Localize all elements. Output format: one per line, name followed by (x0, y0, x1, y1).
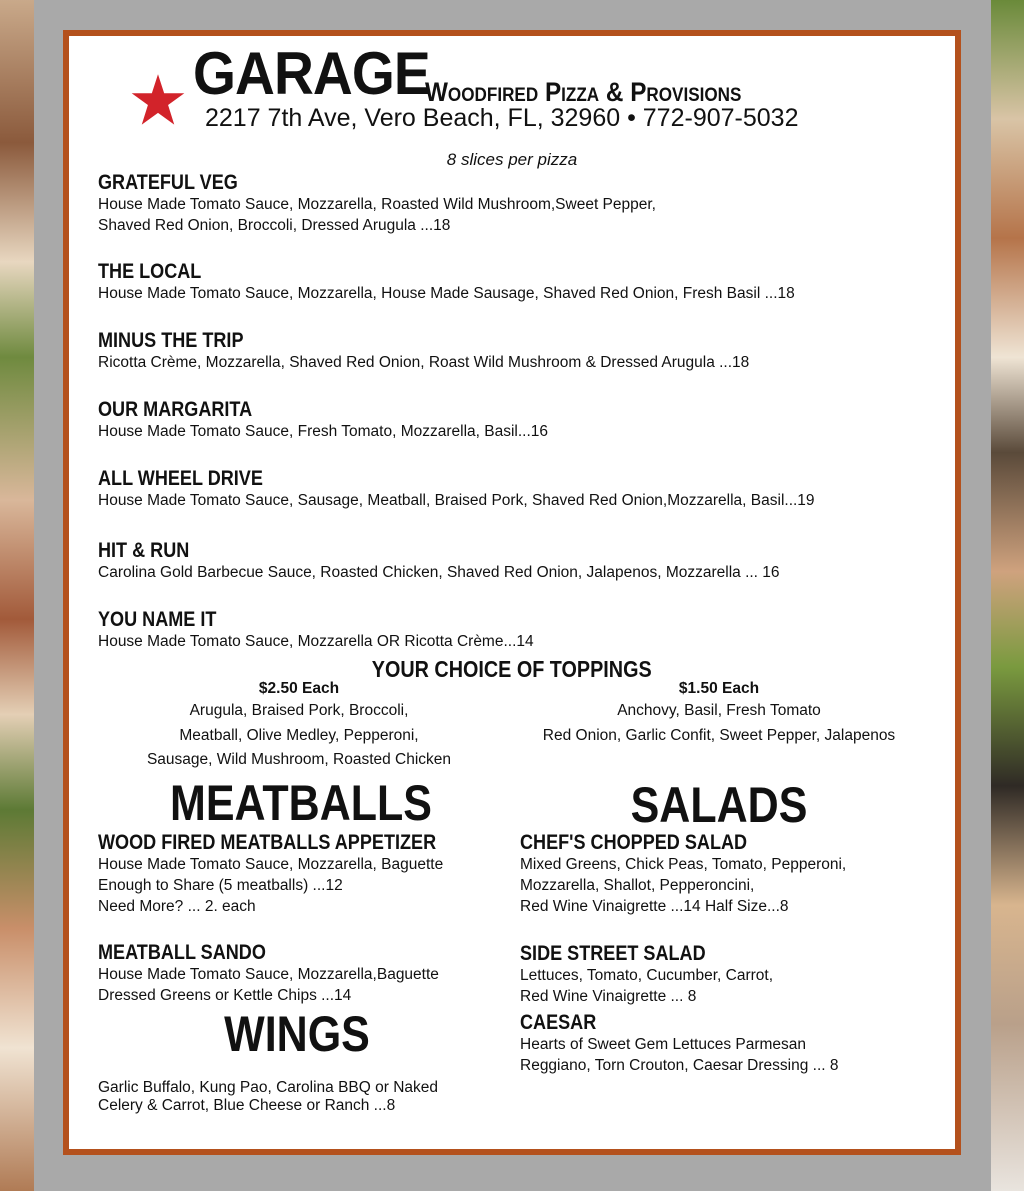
pizza-description (98, 352, 749, 373)
topping-line: Arugula, Braised Pork, Broccoli, (189, 702, 409, 719)
description-line: House Made Tomato Sauce, Mozzarella, Baguette (98, 856, 444, 873)
description-line: Mozzarella, Shallot, Pepperoncini, (520, 877, 755, 894)
description-line: House Made Tomato Sauce, Sausage, Meatball, Braised Pork, Shaved Red Onion,Mozzarella, Basil...19 (98, 492, 815, 509)
description-line: Dressed Greens or Kettle Chips ...14 (98, 987, 352, 1004)
meatball-item-description (98, 964, 439, 1006)
standard-toppings (519, 680, 919, 748)
description-line: House Made Tomato Sauce, Mozzarella, Roasted Wild Mushroom,Sweet Pepper, (98, 196, 656, 213)
pizza-photo-left-edge (0, 0, 34, 1191)
description-line: Hearts of Sweet Gem Lettuces Parmesan (520, 1036, 807, 1053)
topping-list (109, 699, 489, 773)
pizza-description (98, 631, 534, 652)
description-line: Reggiano, Torn Crouton, Caesar Dressing ... 8 (520, 1057, 839, 1074)
menu-frame (63, 30, 961, 1155)
pizza-name: GRATEFUL VEG (98, 171, 238, 194)
meatball-item-name: MEATBALL SANDO (98, 941, 266, 964)
salad-name: CAESAR (520, 1011, 597, 1034)
description-line: House Made Tomato Sauce, Mozzarella,Baguette (98, 966, 439, 983)
description-line: Enough to Share (5 meatballs) ...12 (98, 877, 343, 894)
description-line: Lettuces, Tomato, Cucumber, Carrot, (520, 967, 773, 984)
description-line: Red Wine Vinaigrette ... 8 (520, 988, 697, 1005)
pizza-description (98, 421, 548, 442)
wings-title: WINGS (224, 1006, 370, 1062)
description-line: Carolina Gold Barbecue Sauce, Roasted Chicken, Shaved Red Onion, Jalapenos, Mozzarella ... 16 (98, 564, 780, 581)
topping-line: Anchovy, Basil, Fresh Tomato (617, 702, 821, 719)
pizza-name: YOU NAME IT (98, 608, 217, 631)
topping-line: Sausage, Wild Mushroom, Roasted Chicken (146, 751, 452, 768)
topping-list (519, 699, 919, 748)
salad-description (520, 965, 773, 1007)
description-line: Ricotta Crème, Mozzarella, Shaved Red Onion, Roast Wild Mushroom & Dressed Arugula ...18 (98, 354, 750, 371)
topping-price: $2.50 Each (258, 680, 340, 697)
menu-card (69, 36, 955, 1149)
description-line: Celery & Carrot, Blue Cheese or Ranch ...8 (98, 1097, 396, 1114)
wings-description (98, 1079, 438, 1115)
salad-description (520, 854, 846, 917)
pizza-description (98, 562, 780, 583)
pizza-name: HIT & RUN (98, 539, 190, 562)
salad-description (520, 1034, 839, 1076)
toppings-title (69, 658, 955, 681)
pizza-name: ALL WHEEL DRIVE (98, 467, 263, 490)
description-line: Shaved Red Onion, Broccoli, Dressed Arugula ...18 (98, 217, 451, 234)
star-icon (130, 72, 186, 128)
restaurant-address: 2217 7th Ave, Vero Beach, FL, 32960 • 772-907-5032 (205, 104, 799, 132)
salad-name: CHEF'S CHOPPED SALAD (520, 831, 748, 854)
topping-line: Meatball, Olive Medley, Pepperoni, (179, 726, 419, 744)
description-line: Mixed Greens, Chick Peas, Tomato, Pepperoni, (520, 856, 847, 873)
brand-name: GARAGE (193, 40, 430, 107)
pizza-name: THE LOCAL (98, 260, 202, 283)
description-line: Garlic Buffalo, Kung Pao, Carolina BBQ or Naked (98, 1079, 439, 1096)
pizza-photo-right-edge (991, 0, 1024, 1191)
pizza-description (98, 283, 795, 304)
description-line: House Made Tomato Sauce, Fresh Tomato, Mozzarella, Basil...16 (98, 423, 549, 440)
description-line: House Made Tomato Sauce, Mozzarella, House Made Sausage, Shaved Red Onion, Fresh Basil ...18 (98, 285, 795, 302)
pizza-name: MINUS THE TRIP (98, 329, 244, 352)
description-line: Need More? ... 2. each (98, 898, 256, 915)
pizza-description (98, 194, 656, 236)
description-line: Red Wine Vinaigrette ...14 Half Size...8 (520, 898, 789, 915)
brand-tagline: Woodfired Pizza & Provisions (425, 77, 742, 107)
meatball-item-description (98, 854, 443, 917)
salads-title: SALADS (630, 777, 808, 833)
topping-line: Red Onion, Garlic Confit, Sweet Pepper, Jalapenos (542, 726, 896, 744)
premium-toppings (109, 680, 489, 773)
toppings-title-text: YOUR CHOICE OF TOPPINGS (372, 656, 652, 682)
meatballs-title: MEATBALLS (170, 775, 432, 831)
meatball-item-name: WOOD FIRED MEATBALLS APPETIZER (98, 831, 437, 854)
salad-name: SIDE STREET SALAD (520, 942, 706, 965)
slices-note: 8 slices per pizza (446, 150, 578, 169)
pizza-name: OUR MARGARITA (98, 398, 253, 421)
pizza-description (98, 490, 815, 511)
topping-price: $1.50 Each (678, 680, 760, 697)
description-line: House Made Tomato Sauce, Mozzarella OR Ricotta Crème...14 (98, 633, 534, 650)
